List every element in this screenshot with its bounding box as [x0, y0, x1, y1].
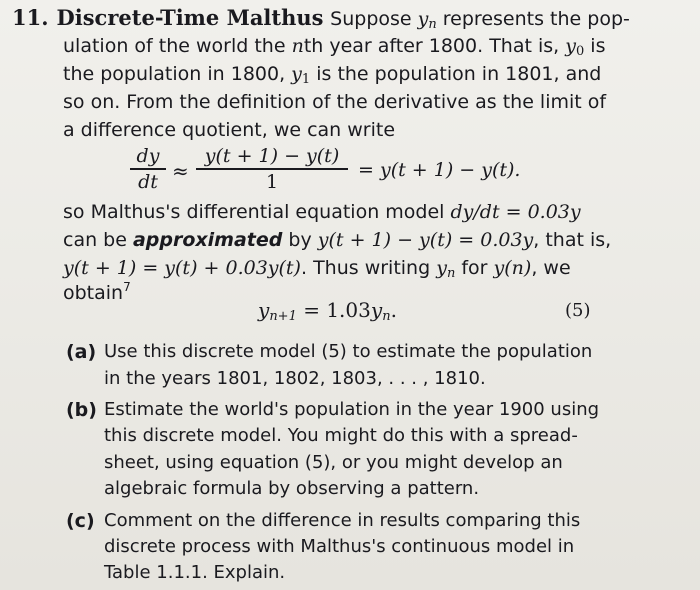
footnote-marker: 7: [123, 280, 131, 294]
problem-title: Discrete-Time Malthus: [56, 5, 324, 30]
body-line-2: can be approximated by y(t + 1) − y(t) = 0.03y, that is,: [63, 229, 612, 251]
approx-symbol: ≈: [172, 159, 189, 183]
part-a-line-2: in the years 1801, 1802, 1803, . . . , 1810.: [104, 368, 486, 389]
part-b-line-3: sheet, using equation (5), or you might develop an: [104, 452, 563, 473]
derivative-fraction: [130, 145, 166, 194]
quotient-fraction: [196, 145, 348, 194]
part-a-line-1: Use this discrete model (5) to estimate the population: [104, 341, 593, 362]
part-c-line-1: Comment on the difference in results comparing this: [104, 510, 581, 531]
problem-number: 11.: [12, 5, 49, 30]
part-c-line-2: discrete process with Malthus's continuous model in: [104, 536, 575, 557]
part-b-label: (b): [66, 399, 97, 421]
part-b-line-1: Estimate the world's population in the year 1900 using: [104, 399, 600, 420]
body-line-1: so Malthus's differential equation model dy/dt = 0.03y: [63, 201, 581, 223]
quotient-denominator: 1: [265, 171, 279, 193]
body-line-3: y(t + 1) = y(t) + 0.03y(t). Thus writing $y_n$ for y(n), we: [63, 257, 571, 281]
part-c-line-3: Table 1.1.1. Explain.: [104, 562, 286, 583]
intro-line-2: ulation of the world the nth year after 1800. That is, $y_0$ is: [63, 35, 606, 59]
part-c-label: (c): [66, 510, 95, 532]
body-line-4: obtain$^7$: [63, 280, 131, 304]
intro-line-5: a difference quotient, we can write: [63, 119, 396, 141]
intro-line-3: the population in 1800, $y_1$ is the population in 1801, and: [63, 63, 602, 87]
quotient-numerator: y(t + 1) − y(t): [196, 145, 348, 170]
part-b-line-2: this discrete model. You might do this with a spread-: [104, 425, 578, 446]
discrete-model-equation: $y_{n+1} = 1.03y_n$.: [258, 298, 397, 324]
difference-quotient-equation: [130, 145, 550, 203]
part-b-line-4: algebraic formula by observing a pattern.: [104, 478, 480, 499]
part-a-label: (a): [66, 341, 97, 363]
equation-number: (5): [565, 300, 591, 321]
intro-line-1: Suppose $y_n$ represents the pop-: [330, 8, 630, 32]
derivative-numerator: dy: [130, 145, 166, 170]
equation-1-rhs: = y(t + 1) − y(t).: [358, 159, 521, 181]
derivative-denominator: dt: [138, 171, 158, 193]
intro-line-4: so on. From the definition of the derivative as the limit of: [63, 91, 607, 113]
